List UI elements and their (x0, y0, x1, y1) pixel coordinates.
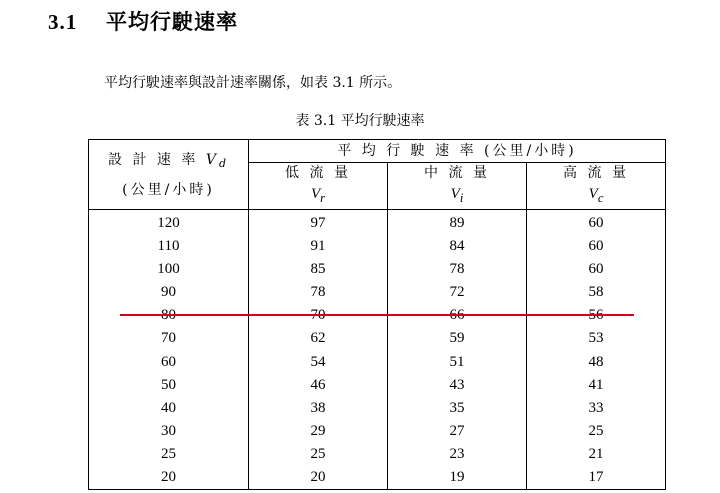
table-cell: 62 (249, 327, 388, 350)
table-row (89, 420, 666, 443)
table-row (89, 327, 666, 350)
table-cell: 41 (527, 374, 666, 397)
table-cell: 33 (527, 397, 666, 420)
medium-flow-symbol: $V_i$ (388, 184, 527, 210)
table-row (89, 258, 666, 281)
table-cell: 50 (89, 374, 249, 397)
table-row (89, 443, 666, 466)
design-speed-header (89, 140, 249, 210)
table-cell: 90 (89, 281, 249, 304)
table-row (89, 210, 666, 236)
table-header-row (89, 140, 666, 163)
table-cell: 120 (89, 210, 249, 236)
table-row (89, 351, 666, 374)
table-cell: 59 (388, 327, 527, 350)
table-cell: 60 (527, 258, 666, 281)
table-cell: 51 (388, 351, 527, 374)
table-row (89, 235, 666, 258)
table-cell: 25 (249, 443, 388, 466)
section-title: 平均行駛速率 (106, 9, 238, 34)
table-row (89, 397, 666, 420)
table-cell: 19 (388, 466, 527, 490)
table-cell: 60 (527, 210, 666, 236)
design-speed-symbol: V (205, 151, 219, 168)
table-cell: 30 (89, 420, 249, 443)
high-flow-header: 高 流 量 (527, 163, 666, 185)
table-cell: 29 (249, 420, 388, 443)
table-cell: 91 (249, 235, 388, 258)
table-cell: 70 (89, 327, 249, 350)
design-speed-label: 設 計 速 率 (108, 151, 206, 168)
design-speed-subscript: d (218, 156, 229, 170)
table-cell: 78 (249, 281, 388, 304)
table-cell: 89 (388, 210, 527, 236)
table-row (89, 466, 666, 490)
table-cell: 84 (388, 235, 527, 258)
table-cell: 78 (388, 258, 527, 281)
table-cell: 100 (89, 258, 249, 281)
section-number: 3.1 (48, 10, 78, 34)
table-cell: 20 (249, 466, 388, 490)
table-cell: 20 (89, 466, 249, 490)
red-annotation-line (120, 314, 634, 316)
table-cell: 27 (388, 420, 527, 443)
table-cell: 53 (527, 327, 666, 350)
section-heading (48, 6, 238, 36)
design-speed-unit: (公里/小時) (122, 181, 215, 198)
table-cell: 110 (89, 235, 249, 258)
medium-flow-header: 中 流 量 (388, 163, 527, 185)
table-cell: 60 (527, 235, 666, 258)
table-cell: 38 (249, 397, 388, 420)
table-cell: 21 (527, 443, 666, 466)
table-cell: 85 (249, 258, 388, 281)
table-cell: 46 (249, 374, 388, 397)
table-cell: 23 (388, 443, 527, 466)
low-flow-header: 低 流 量 (249, 163, 388, 185)
table-cell: 25 (89, 443, 249, 466)
table-cell: 60 (89, 351, 249, 374)
table-row (89, 374, 666, 397)
table-cell: 17 (527, 466, 666, 490)
table-cell: 43 (388, 374, 527, 397)
table-cell: 54 (249, 351, 388, 374)
average-speed-group-header: 平 均 行 駛 速 率 (公里/小時) (249, 140, 666, 163)
table-cell: 58 (527, 281, 666, 304)
table-caption: 表 3.1 平均行駛速率 (295, 113, 425, 129)
table-cell: 40 (89, 397, 249, 420)
high-flow-symbol: $V_c$ (527, 184, 666, 210)
table-cell: 48 (527, 351, 666, 374)
table-cell: 97 (249, 210, 388, 236)
low-flow-symbol: $V_r$ (249, 184, 388, 210)
intro-paragraph: 平均行駛速率與設計速率關係，如表 3.1 所示。 (104, 75, 402, 91)
table-row (89, 281, 666, 304)
table-cell: 72 (388, 281, 527, 304)
table-cell: 35 (388, 397, 527, 420)
table-cell: 25 (527, 420, 666, 443)
